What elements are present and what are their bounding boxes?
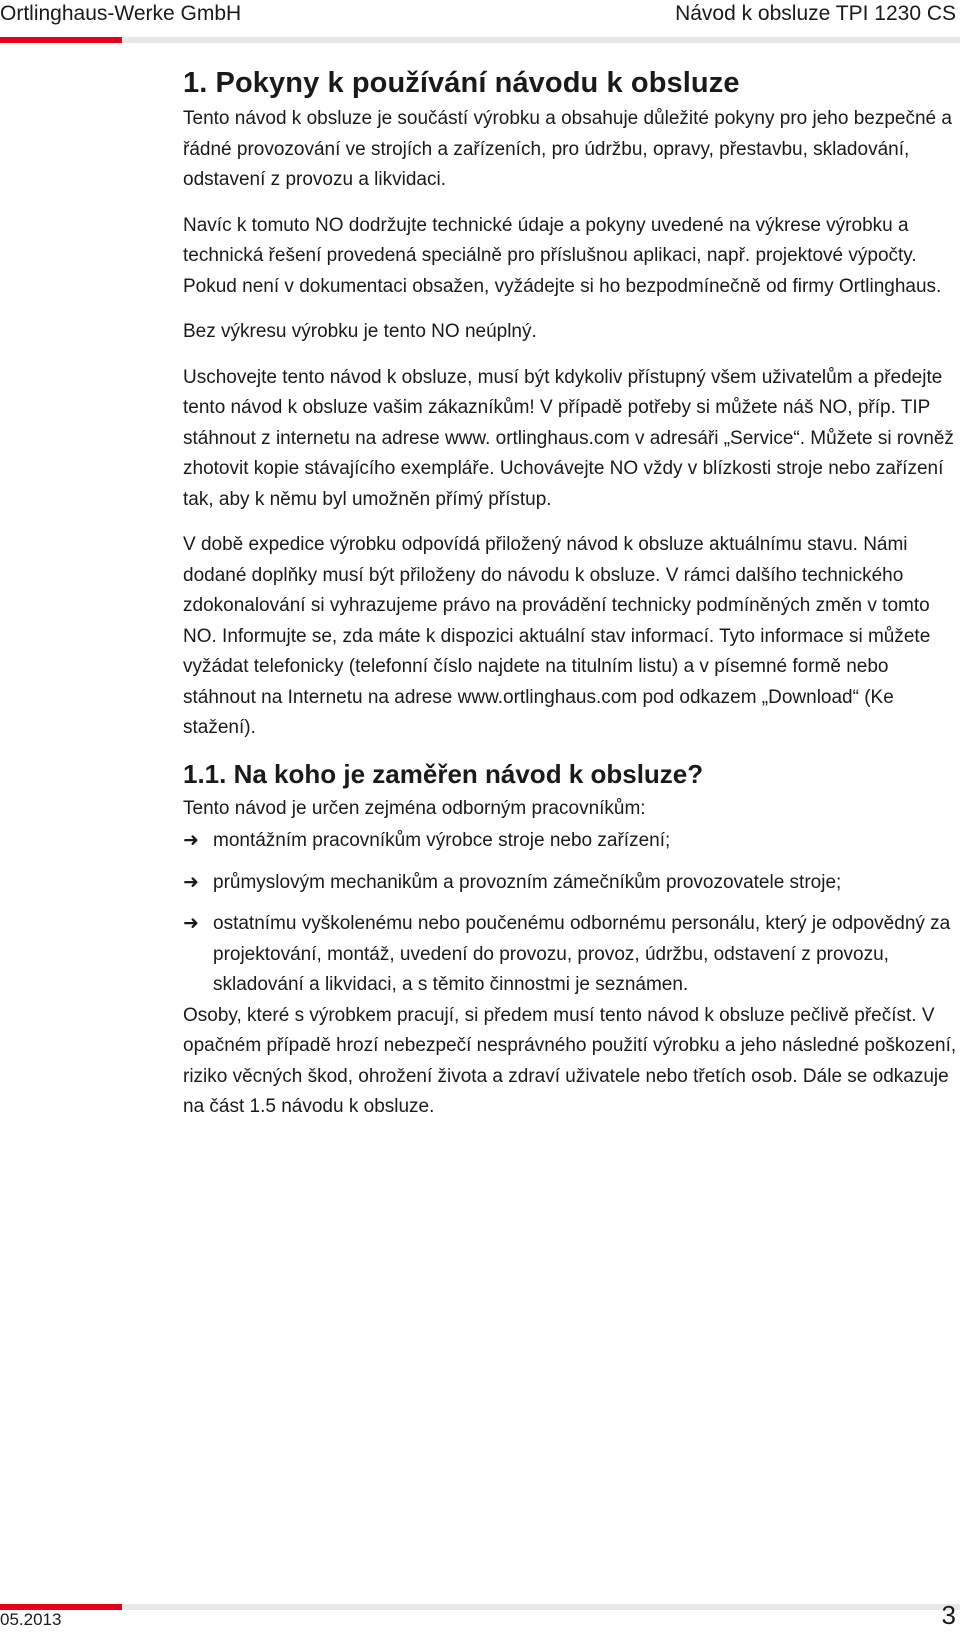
list-item-text: průmyslovým mechanikům a provozním zámečníkům provozovatele stroje; <box>213 871 842 893</box>
list-item <box>183 826 958 857</box>
footer-date: 05.2013 <box>0 1610 62 1629</box>
arrow-right-icon: ➜ <box>183 871 199 893</box>
page-content <box>183 62 958 1123</box>
page-number: 3 <box>941 1600 956 1630</box>
section-1-paragraph-2: Navíc k tomuto NO dodržujte technické údaje a pokyny uvedené na výkrese výrobku a technická řešení provedená speciálně pro příslušnou aplikaci, např. projektové výpočty. Pokud není v dokumentaci obsažen, vyžádejte si ho bezpodmínečně od firmy Ortlinghaus. <box>183 214 942 297</box>
arrow-right-icon: ➜ <box>183 913 199 934</box>
target-audience-list <box>183 826 958 1001</box>
section-1-heading: 1. Pokyny k používání návodu k obsluze <box>183 67 740 99</box>
document-title: Návod k obsluze TPI 1230 CS <box>675 2 956 25</box>
header-rule <box>0 37 960 43</box>
section-1-paragraph-5: V době expedice výrobku odpovídá přiložený návod k obsluze aktuálnímu stavu. Námi dodané doplňky musí být přiloženy do návodu k obsluze. V rámci dalšího technického zdokonalování si vyhrazujeme právo na provádění technicky podmíněných změn v tomto NO. Informujte se, zda máte k dispozici aktuální stav informací. Tyto informace si můžete vyžádat telefonicky (telefonní číslo najdete na titulním listu) a v písemné formě nebo stáhnout na Internetu na adrese www.ortlinghaus.com pod odkazem „Download“ (Ke stažení). <box>183 534 931 738</box>
section-1-paragraph-4: Uschovejte tento návod k obsluze, musí být kdykoliv přístupný všem uživatelům a předejte tento návod k obsluze vašim zákazníkům! V případě potřeby si můžete náš NO, příp. TIP stáhnout z internetu na adrese www. ortlinghaus.com v adresáři „Service“. Můžete si rovněž zhotovit kopie stávajícího exempláře. Uchovávejte NO vždy v blízkosti stroje nebo zařízení tak, aby k němu byl umožněn přímý přístup. <box>183 366 954 510</box>
section-1-paragraph-1: Tento návod k obsluze je součástí výrobku a obsahuje důležité pokyny pro jeho bezpečné a řádné provozování ve strojích a zařízeních, pro údržbu, opravy, přestavbu, skladování, odstavení z provozu a likvidaci. <box>183 108 952 190</box>
list-item <box>183 868 958 899</box>
arrow-right-icon: ➜ <box>183 830 199 851</box>
list-item <box>183 909 958 1001</box>
section-1-1-closing: Osoby, které s výrobkem pracují, si předem musí tento návod k obsluze pečlivě přečíst. V opačném případě hrozí nebezpečí nesprávného použití výrobku a jeho následné poškození, riziko věcných škod, ohrožení života a zdraví uživatele nebo třetích osob. Dále se odkazuje na část 1.5 návodu k obsluze. <box>183 1004 957 1117</box>
section-1-1-heading: 1.1. Na koho je zaměřen návod k obsluze? <box>183 758 704 789</box>
section-1-paragraph-3: Bez výkresu výrobku je tento NO neúplný. <box>183 321 537 342</box>
section-1-1-intro: Tento návod je určen zejména odborným pracovníkům: <box>183 797 646 819</box>
list-item-text: ostatnímu vyškolenému nebo poučenému odbornému personálu, který je odpovědný za projektování, montáž, uvedení do provozu, provoz, údržbu, odstavení z provozu, skladování a likvidaci, a s těmito činnostmi je seznámen. <box>213 913 951 995</box>
header-rule-accent <box>0 37 122 43</box>
company-name: Ortlinghaus-Werke GmbH <box>0 2 242 25</box>
footer-rule <box>0 1604 960 1610</box>
list-item-text: montážním pracovníkům výrobce stroje nebo zařízení; <box>213 830 671 851</box>
